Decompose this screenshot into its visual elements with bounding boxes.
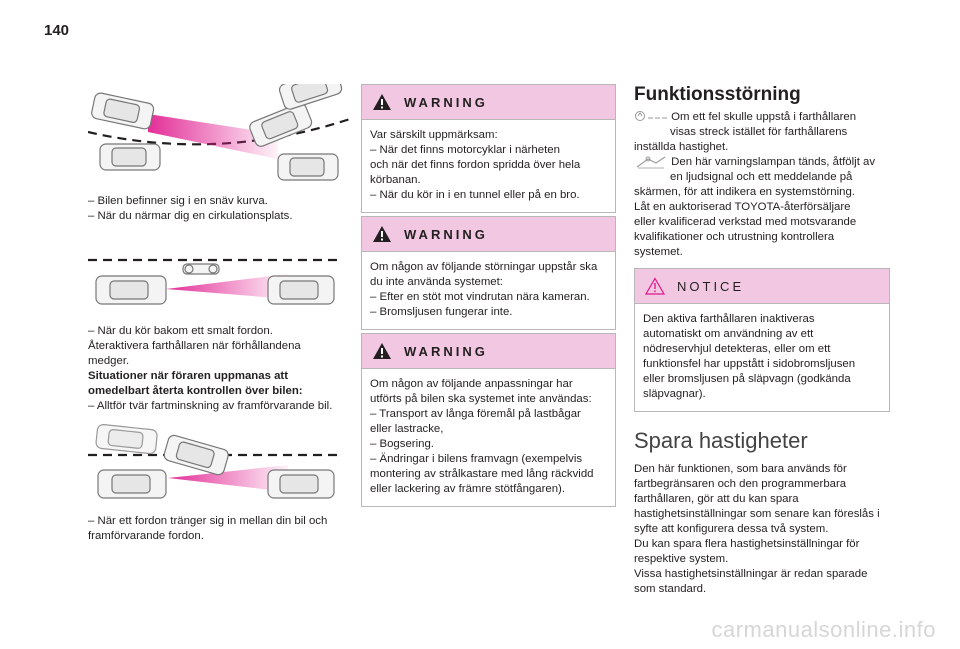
text-line: – Bromsljusen fungerar inte. <box>370 306 513 318</box>
text-line: – När det finns motorcyklar i närheten <box>370 144 560 156</box>
text-line: – Bogsering. <box>370 438 434 450</box>
text-line: skärmen, för att indikera en systemstörning. <box>634 186 855 199</box>
text-line-bold: Situationer när föraren uppmanas att <box>88 370 289 382</box>
figure-curve <box>88 84 353 184</box>
text-line: du inte använda systemet: <box>370 276 503 288</box>
warning-box-3 <box>361 333 616 507</box>
cruise-dashes-icon <box>634 110 668 123</box>
text-line: Den här funktionen, som bara används för <box>634 463 847 475</box>
text-line: inställda hastighet. <box>634 141 729 153</box>
warning-title: WARNING <box>404 343 488 359</box>
text-line <box>634 110 892 125</box>
warning-box-2 <box>361 216 616 330</box>
text-line: eller kvalificerad verkstad med motsvarande <box>634 216 857 229</box>
notice-header <box>635 269 889 304</box>
text-line: Låt en auktoriserad TOYOTA-återförsäljare <box>634 201 851 214</box>
warning-header <box>362 334 615 369</box>
text-line: hastighetsinställningar som senare kan föreslås i <box>634 508 880 520</box>
text-line: funktionsfel har uppstått i sidobromsljusen <box>643 358 856 370</box>
warning-title: WARNING <box>404 94 488 110</box>
text-line: – När du närmar dig en cirkulationsplats. <box>88 210 293 222</box>
text-line: systemet. <box>634 246 683 259</box>
text-line: – Transport av långa föremål på lastbågar <box>370 408 581 420</box>
narrow-vehicle-illustration <box>88 254 353 314</box>
text-line: medger. <box>88 355 130 367</box>
warning-body <box>362 369 615 506</box>
text-curve <box>88 194 358 224</box>
text-line: eller lackering av främre stötfångaren). <box>370 483 565 495</box>
text-line: Återaktivera farthållaren när förhållandena <box>88 340 301 352</box>
text-line: – Bilen befinner sig i en snäv kurva. <box>88 195 268 207</box>
text-line: – När du kör in i en tunnel eller på en bro. <box>370 189 580 201</box>
warning-triangle-icon <box>372 93 392 111</box>
text-line: kvalifikationer och utrustning kontrollera <box>634 231 835 244</box>
text-line: Du kan spara flera hastighetsinställningar för <box>634 538 860 550</box>
text-line: körbanan. <box>370 174 421 186</box>
text-line: – Efter en stöt mot vindrutan nära kameran. <box>370 291 590 303</box>
warning-body <box>362 252 615 329</box>
text-line: nödreservhjul detekteras, eller om ett <box>643 343 831 355</box>
text-line-bold: omedelbart återta kontrollen över bilen: <box>88 385 303 397</box>
warning-body <box>362 120 615 212</box>
text-span: Den här varningslampan tänds, åtföljt av <box>671 156 876 169</box>
notice-box <box>634 268 890 412</box>
text-line: en ljudsignal och ett meddelande på <box>670 171 853 184</box>
text-line: eller bromsljusen på släpvagn (godkända <box>643 373 851 385</box>
cruise-warning-lamp-icon <box>634 155 668 169</box>
text-line: montering av strålkastare med lång räckvidd <box>370 468 594 480</box>
warning-header <box>362 85 615 120</box>
text-line: utförts på bilen ska systemet inte användas: <box>370 393 592 405</box>
watermark: carmanualsonline.info <box>711 617 936 642</box>
text-line: släpvagnar). <box>643 388 706 400</box>
text-line: Vissa hastighetsinställningar är redan sparade <box>634 568 868 580</box>
notice-triangle-icon <box>645 277 665 295</box>
text-line: visas streck istället för farthållarens <box>670 126 848 138</box>
text-line: – När du kör bakom ett smalt fordon. <box>88 325 273 337</box>
notice-title: NOTICE <box>677 278 745 294</box>
notice-body <box>635 304 889 411</box>
text-line: som standard. <box>634 583 707 595</box>
text-save-speeds <box>634 462 896 597</box>
warning-box-1 <box>361 84 616 213</box>
text-narrow-vehicle <box>88 324 358 414</box>
text-line: – Ändringar i bilens framvagn (exempelvis <box>370 453 583 465</box>
cut-in-illustration <box>88 420 353 505</box>
curve-road-illustration <box>88 84 353 184</box>
text-line: – Alltför tvär fartminskning av framförvarande bil. <box>88 400 333 412</box>
text-line <box>634 155 892 170</box>
text-line: fartbegränsaren och den programmerbara <box>634 478 847 490</box>
figure-cut-in <box>88 420 353 505</box>
warning-triangle-icon <box>372 342 392 360</box>
warning-triangle-icon <box>372 225 392 243</box>
figure-narrow-vehicle <box>88 254 353 314</box>
text-line: eller lastracke, <box>370 423 444 435</box>
text-line: framförvarande fordon. <box>88 530 204 542</box>
warning-header <box>362 217 615 252</box>
text-line: Om någon av följande störningar uppstår ska <box>370 261 598 273</box>
text-line: Var särskilt uppmärksam: <box>370 129 498 141</box>
text-line: – När ett fordon tränger sig in mellan din bil och <box>88 515 328 527</box>
text-line: Den aktiva farthållaren inaktiveras <box>643 313 815 325</box>
heading-malfunction: Funktionsstörning <box>634 84 801 105</box>
text-cut-in <box>88 514 358 544</box>
page-number: 140 <box>44 22 70 39</box>
text-line: syfte att konfigurera dessa två system. <box>634 523 829 535</box>
warning-title: WARNING <box>404 226 488 242</box>
text-line: respektive system. <box>634 553 729 565</box>
text-line: farthållaren, gör att du kan spara <box>634 493 799 505</box>
heading-save-speeds: Spara hastigheter <box>634 428 808 453</box>
text-span: Om ett fel skulle uppstå i farthållaren <box>671 111 857 123</box>
text-malfunction <box>634 110 892 260</box>
text-line: Om någon av följande anpassningar har <box>370 378 573 390</box>
text-line: automatiskt om användning av ett <box>643 328 814 340</box>
text-line: och när det finns fordon spridda över hela <box>370 159 581 171</box>
